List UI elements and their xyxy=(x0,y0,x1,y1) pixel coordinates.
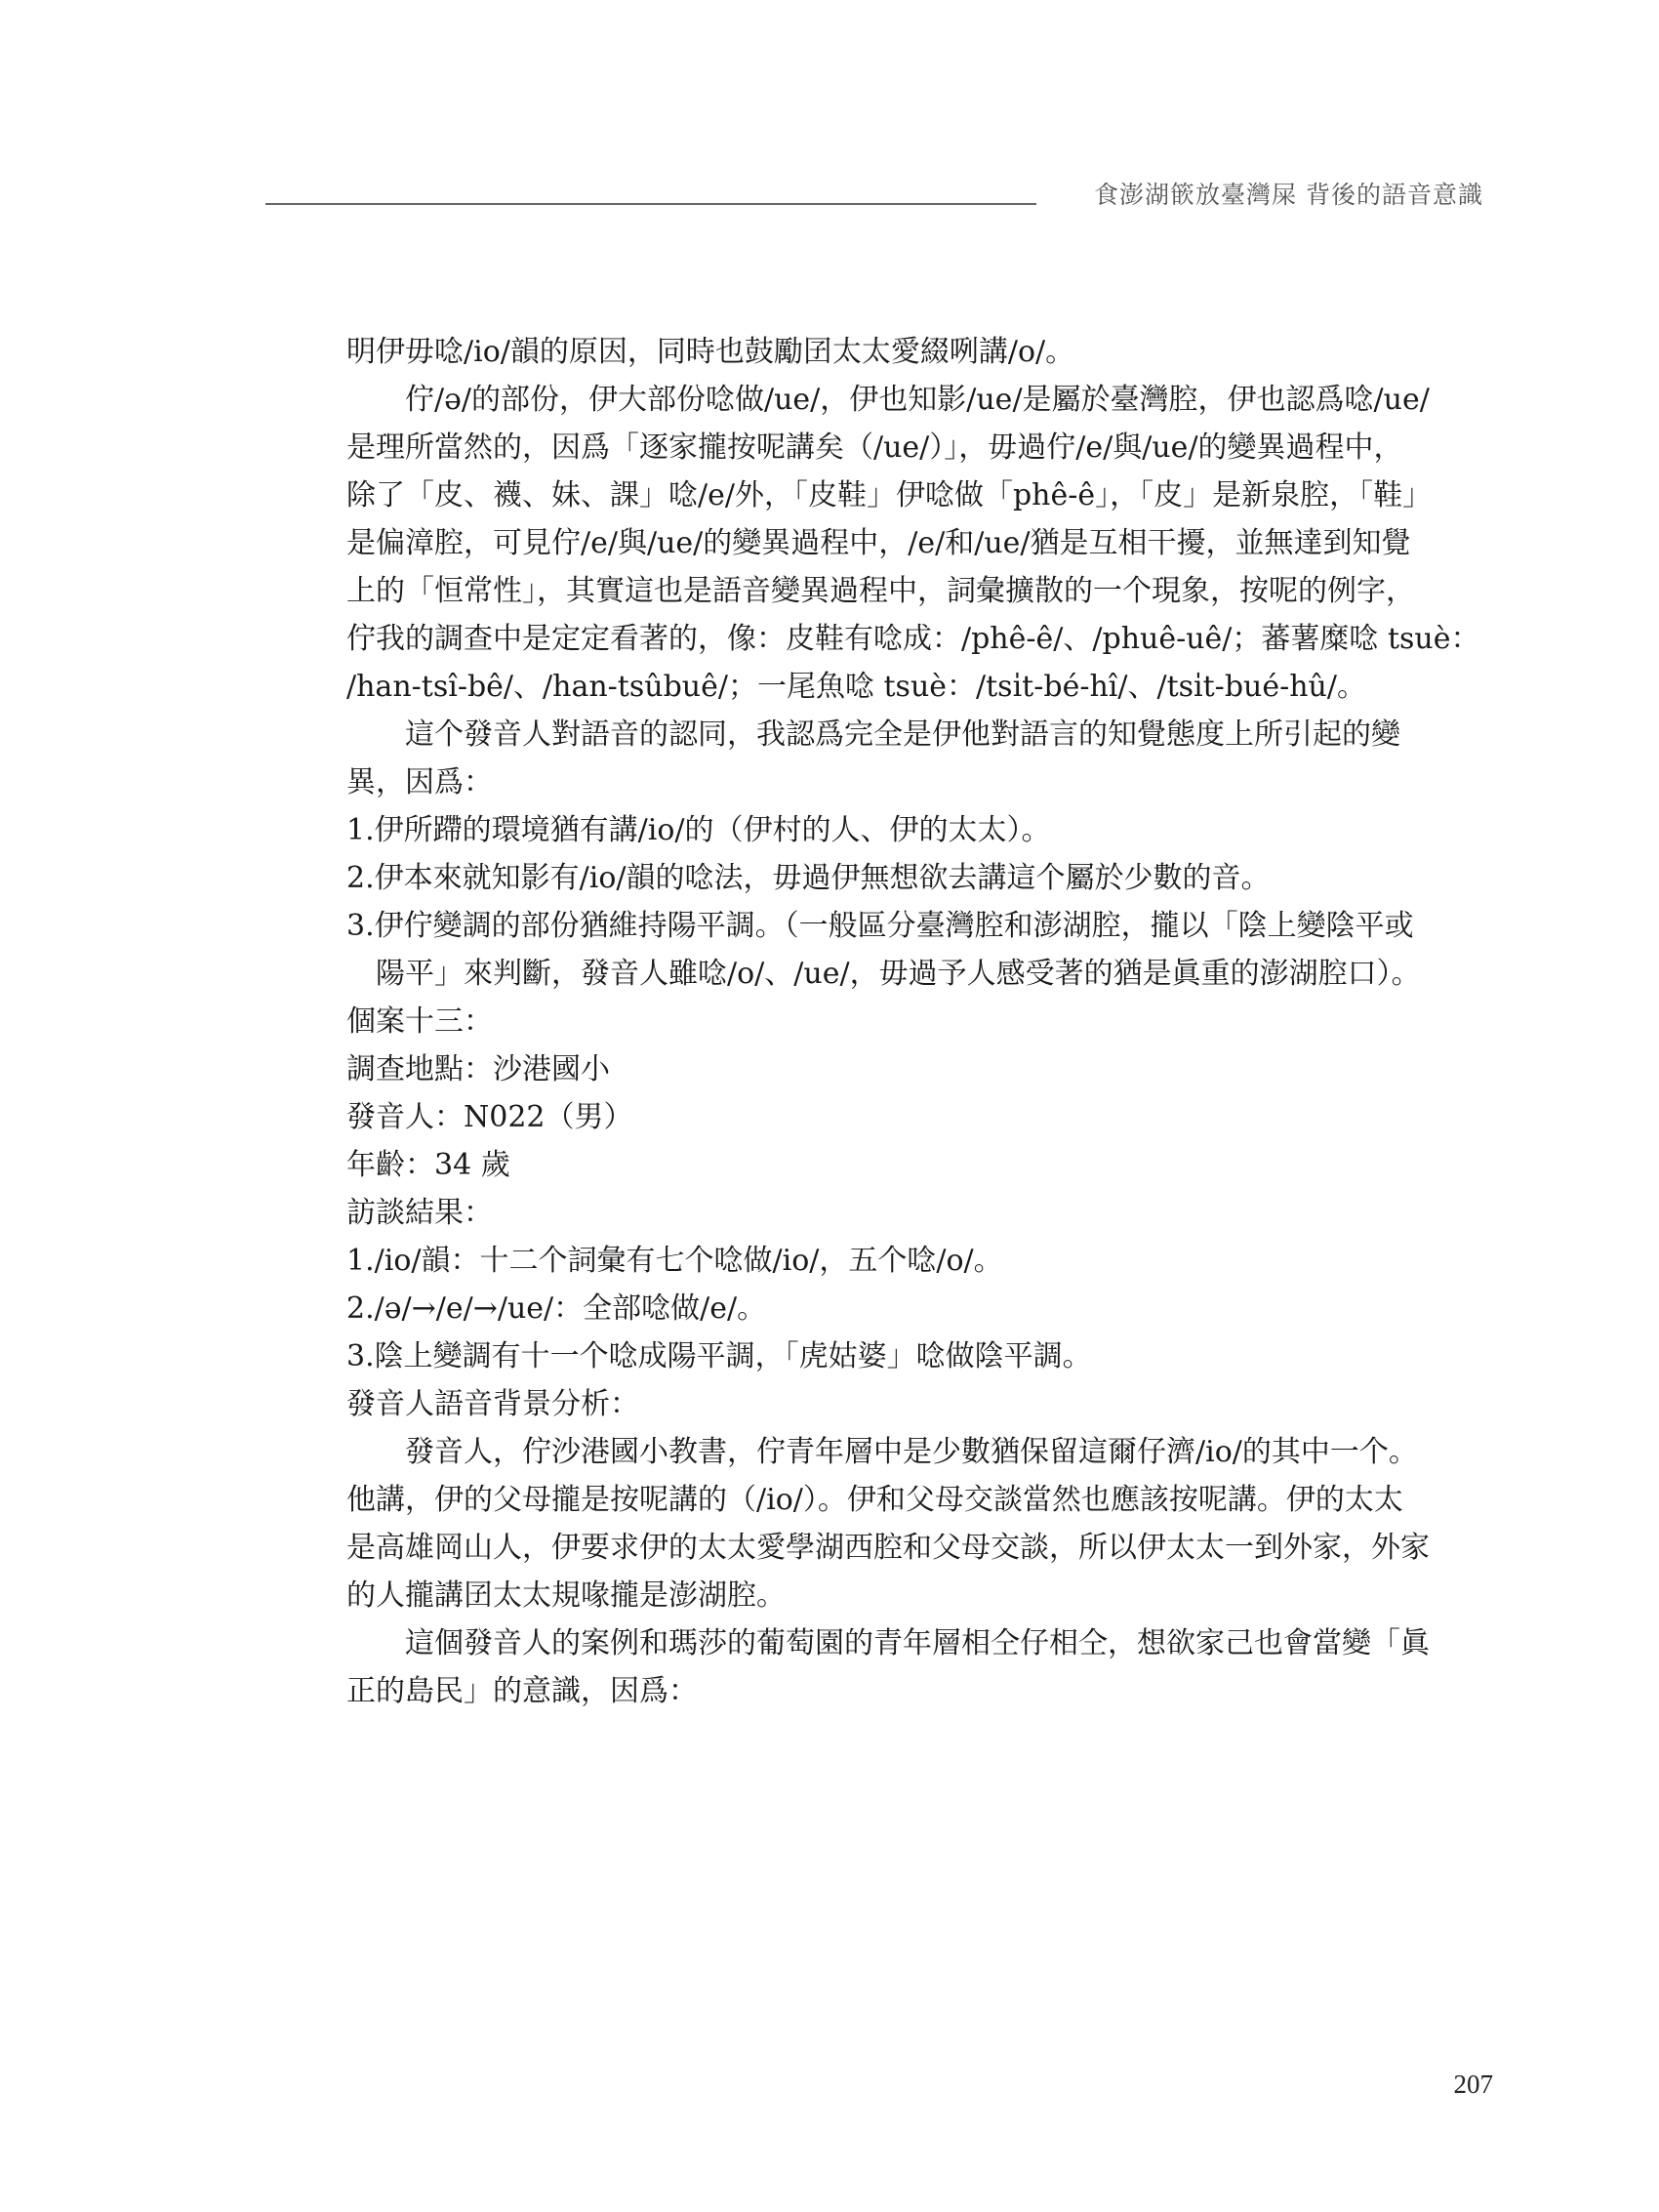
text-line: 1./io/韻：十二个詞彙有七个唸做/io/，五个唸/o/。 xyxy=(346,1244,1003,1278)
page-number: 207 xyxy=(1453,2069,1493,2099)
text-line: 佇/ə/的部份，伊大部份唸做/ue/，伊也知影/ue/是屬於臺灣腔，伊也認爲唸/ue/ xyxy=(405,383,1430,417)
text-line: 3.陰上變調有十一个唸成陽平調，「虎姑婆」唸做陰平調。 xyxy=(346,1339,1092,1373)
text-line: 他講，伊的父母攏是按呢講的（/io/）。伊和父母交談當然也應該按呢講。伊的太太 xyxy=(346,1483,1403,1517)
text-line: 發音人，佇沙港國小教書，佇青年層中是少數猶保留這爾仔濟/io/的其中一个。 xyxy=(405,1435,1418,1469)
text-line: 調查地點：沙港國小 xyxy=(346,1052,610,1086)
text-line: 年齡：34 歲 xyxy=(346,1148,510,1182)
text-line: 2.伊本來就知影有/io/韻的唸法，毋過伊無想欲去講這个屬於少數的音。 xyxy=(346,861,1271,895)
text-line: 訪談結果： xyxy=(346,1196,493,1230)
text-line: 這个發音人對語音的認同，我認爲完全是伊他對語言的知覺態度上所引起的變 xyxy=(405,717,1400,752)
text-line: 是偏漳腔，可見佇/e/與/ue/的變異過程中，/e/和/ue/猶是互相干擾，並無達到知覺 xyxy=(346,526,1411,560)
text-line: 明伊毋唸/io/韻的原因，同時也鼓勵囝太太愛綴咧講/o/。 xyxy=(346,335,1075,369)
text-line: 上的「恒常性」，其實這也是語音變異過程中，詞彙擴散的一个現象，按呢的例字， xyxy=(346,574,1415,608)
text-line: 異，因爲： xyxy=(346,765,493,799)
text-line: 這個發音人的案例和瑪莎的葡萄園的青年層相仝仔相仝，想欲家己也會當變「眞 xyxy=(405,1626,1430,1660)
text-line: 是高雄岡山人，伊要求伊的太太愛學湖西腔和父母交談，所以伊太太一到外家，外家 xyxy=(346,1531,1430,1565)
header-rule xyxy=(265,203,1036,205)
text-line: 發音人語音背景分析： xyxy=(346,1387,639,1421)
text-line: 陽平」來判斷，發音人雖唸/o/、/ue/，毋過予人感受著的猶是眞重的澎湖腔口）。 xyxy=(376,957,1421,991)
text-line: 1.伊所蹛的環境猶有講/io/的（伊村的人、伊的太太）。 xyxy=(346,813,1051,847)
body-text xyxy=(346,328,1490,1715)
text-line: 是理所當然的，因爲「逐家攏按呢講矣（/ue/）」，毋過佇/e/與/ue/的變異過程中， xyxy=(346,430,1403,465)
text-line: 佇我的調查中是定定看著的，像：皮鞋有唸成：/phê-ê/、/phuê-uê/；蕃薯糜唸 tsuè： xyxy=(346,622,1480,656)
text-line: 除了「皮、襪、妹、課」唸/e/外，「皮鞋」伊唸做「phê-ê」，「皮」是新泉腔，「鞋」 xyxy=(346,478,1433,512)
text-line: 的人攏講囝太太規喙攏是澎湖腔。 xyxy=(346,1578,786,1613)
text-line: /han-tsî-bê/、/han-tsûbuê/；一尾魚唸 tsuè：/tsi̍t-bé-hî/、/tsi̍t-bué-hû/。 xyxy=(346,670,1366,704)
text-line: 3.伊佇變調的部份猶維持陽平調。（一般區分臺灣腔和澎湖腔，攏以「陰上變陰平或 xyxy=(346,909,1414,943)
running-header xyxy=(265,168,1483,217)
text-line: 個案十三： xyxy=(346,1004,493,1039)
text-line: 2./ə/→/e/→/ue/：全部唸做/e/。 xyxy=(346,1291,767,1326)
header-title: 食澎湖篏放臺灣屎 背後的語音意識 xyxy=(1094,181,1483,209)
text-line: 發音人：N022（男） xyxy=(346,1100,633,1134)
text-line: 正的島民」的意識，因爲： xyxy=(346,1674,698,1708)
